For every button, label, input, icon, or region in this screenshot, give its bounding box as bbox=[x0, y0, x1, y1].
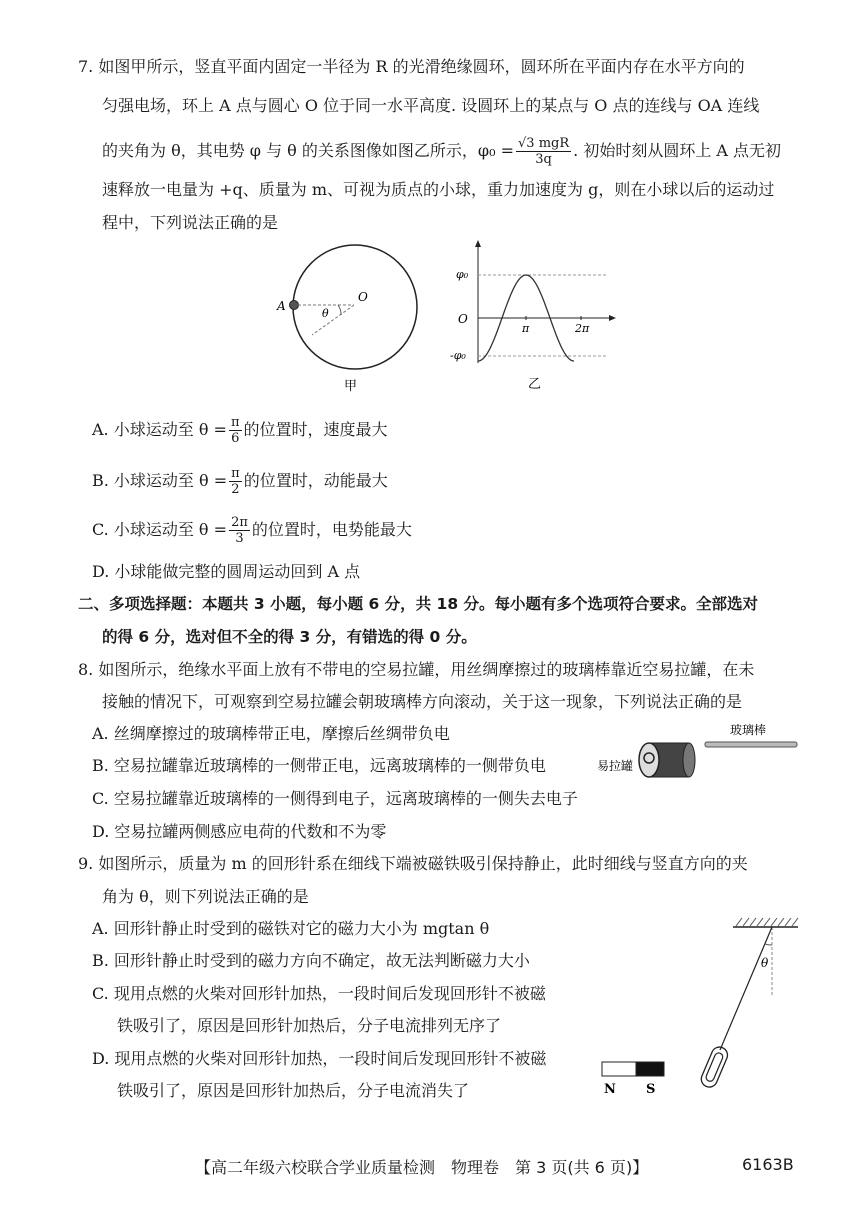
q8-option-b[interactable]: B. 空易拉罐靠近玻璃棒的一侧带正电，远离玻璃棒的一侧带负电 bbox=[92, 756, 546, 775]
phi0-fraction bbox=[516, 136, 571, 167]
q7-option-a[interactable] bbox=[92, 412, 388, 448]
q7-option-a-num: π bbox=[230, 415, 240, 430]
theta-arc bbox=[338, 305, 341, 315]
q9-option-d-line-1[interactable]: D. 现用点燃的火柴对回形针加热，一段时间后发现回形针不被磁 bbox=[92, 1049, 547, 1068]
theta-axis-arrow bbox=[609, 315, 616, 321]
q8-option-d[interactable]: D. 空易拉罐两侧感应电荷的代数和不为零 bbox=[92, 822, 387, 841]
magnet-north-half bbox=[602, 1062, 636, 1076]
theta-arc bbox=[765, 944, 772, 945]
label-origin: O bbox=[458, 312, 468, 326]
label-glass-rod: 玻璃棒 bbox=[730, 723, 767, 737]
caption-jia: 甲 bbox=[344, 379, 358, 394]
q9-option-b[interactable]: B. 回形针静止时受到的磁力方向不确定，故无法判断磁力大小 bbox=[92, 951, 530, 970]
glass-rod bbox=[705, 742, 797, 747]
q7-option-b[interactable] bbox=[92, 463, 388, 499]
q8-line-2: 接触的情况下，可观察到空易拉罐会朝玻璃棒方向滚动，关于这一现象，下列说法正确的是 bbox=[102, 692, 743, 711]
q8-figure-can-and-rod bbox=[595, 718, 800, 788]
label-A: A bbox=[277, 299, 286, 313]
label-can: 易拉罐 bbox=[597, 759, 634, 773]
q7-option-a-pre: A. 小球运动至 θ = bbox=[92, 420, 227, 439]
figure-yi-potential-graph bbox=[448, 238, 618, 398]
paperclip bbox=[699, 1045, 730, 1090]
ceiling-hatching bbox=[736, 918, 798, 926]
q9-option-c-line-2: 铁吸引了，原因是回形针加热后，分子电流排列无序了 bbox=[117, 1016, 502, 1035]
phi-axis-arrow bbox=[475, 240, 481, 247]
q7-line-1: 7. 如图甲所示，竖直平面内固定一半径为 R 的光滑绝缘圆环，圆环所在平面内存在水平方向的 bbox=[78, 57, 745, 76]
q9-line-2: 角为 θ，则下列说法正确的是 bbox=[102, 887, 309, 906]
can-top bbox=[639, 743, 659, 777]
q8-option-c[interactable]: C. 空易拉罐靠近玻璃棒的一侧得到电子，远离玻璃棒的一侧失去电子 bbox=[92, 789, 578, 808]
q7-option-b-pre: B. 小球运动至 θ = bbox=[92, 471, 228, 490]
page-footer: 【高二年级六校联合学业质量检测 物理卷 第 3 页(共 6 页)】 bbox=[195, 1158, 649, 1177]
q9-option-c-line-1[interactable]: C. 现用点燃的火柴对回形针加热，一段时间后发现回形针不被磁 bbox=[92, 984, 546, 1003]
q7-option-b-den: 2 bbox=[231, 482, 240, 497]
q7-line-5: 程中，下列说法正确的是 bbox=[102, 213, 279, 232]
label-pi: π bbox=[522, 322, 530, 335]
q9-figure-paperclip-magnet bbox=[598, 912, 803, 1102]
label-S: S bbox=[646, 1082, 656, 1097]
q7-option-b-post: 的位置时，动能最大 bbox=[243, 471, 388, 490]
q7-option-c-pre: C. 小球运动至 θ = bbox=[92, 520, 228, 539]
label-neg-phi0: -φ₀ bbox=[450, 349, 466, 362]
label-theta: θ bbox=[761, 956, 769, 970]
q7-option-a-post: 的位置时，速度最大 bbox=[243, 420, 388, 439]
q8-option-a[interactable]: A. 丝绸摩擦过的玻璃棒带正电，摩擦后丝绸带负电 bbox=[92, 724, 450, 743]
label-theta: θ bbox=[322, 307, 329, 320]
caption-yi: 乙 bbox=[528, 377, 542, 392]
q7-line-3-start: 的夹角为 θ，其电势 φ 与 θ 的关系图像如图乙所示，φ₀ = bbox=[102, 141, 515, 160]
phi0-numerator: √3 mgR bbox=[518, 136, 570, 151]
label-phi0: φ₀ bbox=[456, 268, 469, 281]
line-O-point bbox=[312, 305, 354, 335]
magnet-south-half bbox=[636, 1062, 664, 1076]
q7-option-c-post: 的位置时，电势能最大 bbox=[251, 520, 412, 539]
thread bbox=[720, 927, 772, 1050]
ball-A bbox=[290, 301, 299, 310]
q7-option-a-fraction bbox=[229, 415, 242, 446]
label-2pi: 2π bbox=[575, 322, 590, 335]
q9-line-1: 9. 如图所示，质量为 m 的回形针系在细线下端被磁铁吸引保持静止，此时细线与竖直方向的夹 bbox=[78, 854, 748, 873]
q7-option-c[interactable] bbox=[92, 512, 412, 548]
q7-option-b-fraction bbox=[229, 466, 242, 497]
q7-option-c-num: 2π bbox=[231, 515, 248, 530]
page-code: 6163B bbox=[742, 1155, 794, 1174]
figure-jia-circle-ring bbox=[270, 240, 440, 400]
q7-line-4: 速释放一电量为 +q、质量为 m、可视为质点的小球，重力加速度为 g，则在小球以后的运动过 bbox=[102, 180, 775, 199]
q8-line-1: 8. 如图所示，绝缘水平面上放有不带电的空易拉罐，用丝绸摩擦过的玻璃棒靠近空易拉罐，在未 bbox=[78, 660, 755, 679]
section-2-heading-line-2: 的得 6 分，选对但不全的得 3 分，有错选的得 0 分。 bbox=[102, 628, 477, 646]
q9-option-d-line-2: 铁吸引了，原因是回形针加热后，分子电流消失了 bbox=[117, 1081, 470, 1100]
q7-line-2: 匀强电场，环上 A 点与圆心 O 位于同一水平高度. 设圆环上的某点与 O 点的连线与 OA 连线 bbox=[102, 96, 760, 115]
q7-option-c-den: 3 bbox=[235, 531, 244, 546]
label-N: N bbox=[604, 1082, 616, 1097]
q7-option-a-den: 6 bbox=[231, 431, 240, 446]
q7-option-b-num: π bbox=[231, 466, 240, 481]
section-2-heading-line-1: 二、多项选择题：本题共 3 小题，每小题 6 分，共 18 分。每小题有多个选项符合要求。全部选对 bbox=[78, 595, 759, 613]
can-bottom bbox=[683, 743, 695, 777]
q7-option-c-fraction bbox=[229, 515, 250, 546]
q7-line-3-end: . 初始时刻从圆环上 A 点无初 bbox=[573, 141, 782, 160]
q7-option-d[interactable]: D. 小球能做完整的圆周运动回到 A 点 bbox=[92, 562, 361, 581]
q7-line-3 bbox=[102, 133, 781, 169]
q9-option-a[interactable]: A. 回形针静止时受到的磁铁对它的磁力大小为 mgtan θ bbox=[92, 919, 490, 938]
ring-circle bbox=[293, 245, 417, 369]
phi0-denominator: 3q bbox=[535, 152, 552, 167]
label-O: O bbox=[358, 290, 368, 304]
